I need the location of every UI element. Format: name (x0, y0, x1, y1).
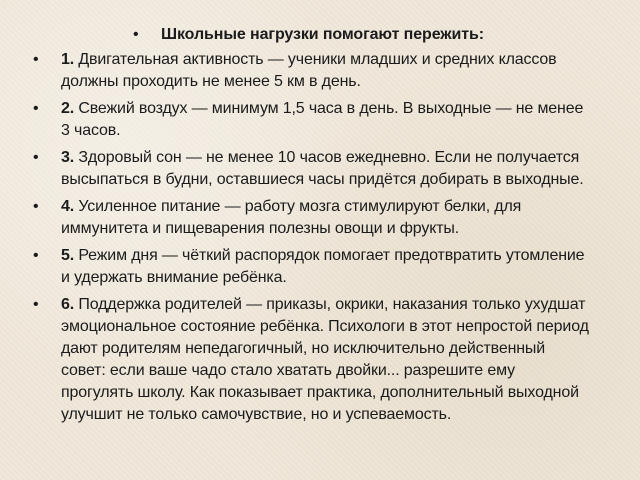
list-item (33, 98, 593, 142)
list-item-body: Режим дня — чёткий распорядок помогает предотвратить утомление и удержать внимание ребёнка. (61, 247, 585, 286)
bullet-icon: • (33, 198, 39, 215)
bullet-icon: • (33, 100, 39, 117)
bullet-icon: • (133, 26, 139, 43)
slide-title: Школьные нагрузки помогают пережить: (161, 26, 484, 43)
list-item-text (61, 245, 589, 289)
list-item-body: Усиленное питание — работу мозга стимулируют белки, для иммунитета и пищеварения полезны овощи и фрукты. (61, 198, 522, 237)
list-item-text (61, 49, 589, 93)
list-item (33, 196, 593, 240)
list-item-text (61, 147, 589, 191)
bullet-icon: • (33, 296, 39, 313)
list-item-number: 6. (61, 296, 75, 313)
list-item-number: 4. (61, 198, 75, 215)
list-item (33, 294, 593, 426)
list-item-number: 1. (61, 51, 75, 68)
list-item-body: Двигательная активность — ученики младших и средних классов должны проходить не менее 5 км в день. (61, 51, 557, 90)
list-item-text (61, 196, 589, 240)
list-item (33, 147, 593, 191)
list-item-number: 5. (61, 247, 75, 264)
bullet-icon: • (33, 149, 39, 166)
list-item-body: Поддержка родителей — приказы, окрики, наказания только ухудшат эмоциональное состояние ребёнка. Психологи в этот непростой период дают родителям непедагогичный, но исключительно действенный совет: если ваше чадо стало хватать двойки... разрешите ему прогулять школу. Как показывает практика, дополнительный выходной улучшит не только самочувствие, но и успеваемость. (61, 296, 589, 423)
list-item-text (61, 294, 589, 426)
list-item-body: Свежий воздух — минимум 1,5 часа в день. В выходные — не менее 3 часов. (61, 100, 584, 139)
list-item-text (61, 98, 589, 142)
title-row (133, 24, 593, 46)
list-item-body: Здоровый сон — не менее 10 часов ежедневно. Если не получается высыпаться в будни, оставшиеся часы придётся добирать в выходные. (61, 149, 584, 188)
bullet-icon: • (33, 247, 39, 264)
list-item (33, 49, 593, 93)
list-item-number: 3. (61, 149, 75, 166)
list-item-number: 2. (61, 100, 75, 117)
bullet-icon: • (33, 51, 39, 68)
list-item (33, 245, 593, 289)
slide-content (33, 24, 593, 431)
